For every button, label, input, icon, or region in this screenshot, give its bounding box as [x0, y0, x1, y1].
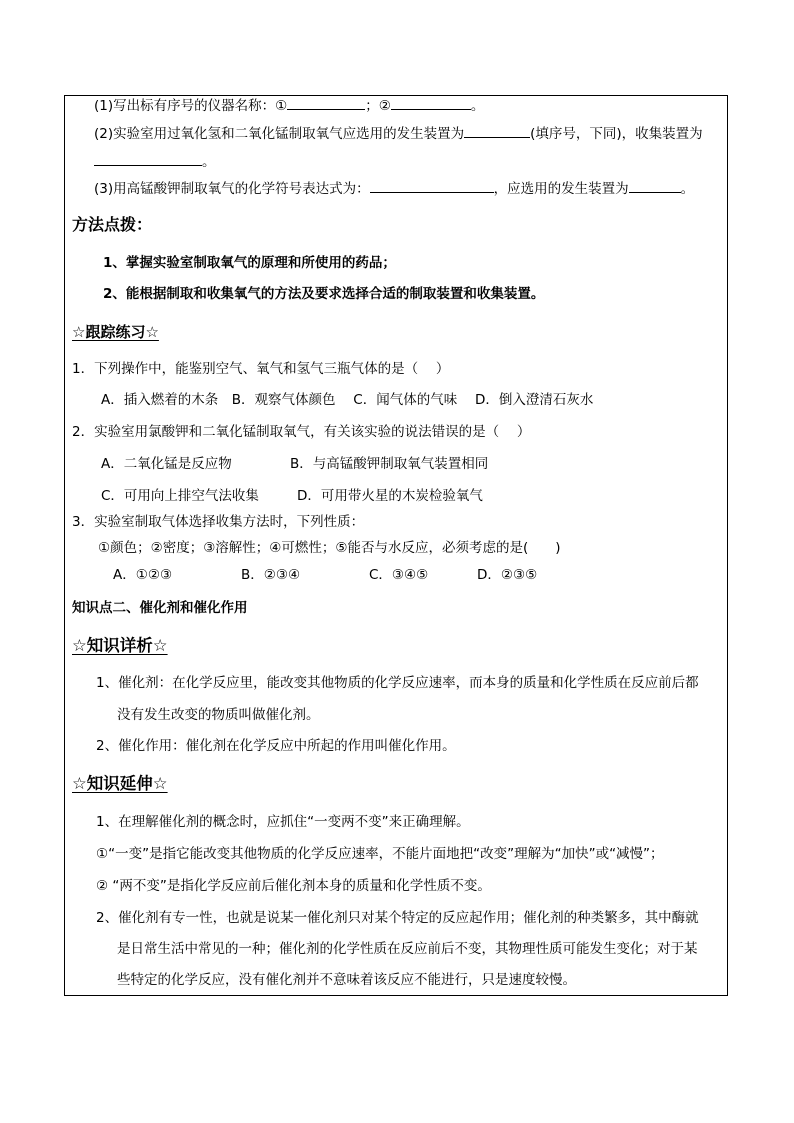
- detail-p1-line-2: 没有发生改变的物质叫做催化剂。: [117, 707, 320, 723]
- question-2-line-1: (2)实验室用过氧化氢和二氧化锰制取氧气应选用的发生装置为 (填序号，下同)，收集装置为: [94, 123, 703, 143]
- extend-p1: 1、在理解催化剂的概念时，应抓住“一变两不变”来正确理解。: [96, 814, 470, 830]
- method-point-2: 2、能根据制取和收集氧气的方法及要求选择合适的制取装置和收集装置。: [103, 286, 545, 302]
- practice-q3-option-b: B．②③④: [241, 567, 301, 583]
- practice-q2-option-a: A．二氧化锰是反应物: [101, 456, 232, 472]
- practice-q2-option-c: C．可用向上排空气法收集: [101, 488, 259, 504]
- extend-p2-line-1: 2、催化剂有专一性，也就是说某一催化剂只对某个特定的反应起作用；催化剂的种类繁多，其中酶就: [96, 910, 699, 926]
- blank-5: [370, 178, 494, 193]
- blank-2: [391, 95, 471, 110]
- detail-title: ☆知识详析☆: [72, 636, 168, 655]
- method-title: 方法点拨：: [72, 215, 153, 234]
- extend-p2-line-3: 些特定的化学反应，没有催化剂并不意味着该反应不能进行，只是速度较慢。: [117, 972, 576, 988]
- practice-q2: 2．实验室用氯酸钾和二氧化锰制取氧气，有关该实验的说法错误的是（ ）: [72, 424, 531, 440]
- blank-6: [629, 178, 681, 193]
- practice-q3-option-c: C．③④⑤: [369, 567, 429, 583]
- practice-title: ☆跟踪练习☆: [72, 323, 159, 341]
- question-1-line: (1)写出标有序号的仪器名称：① ；② 。: [94, 95, 484, 115]
- practice-q2-option-d: D．可用带火星的木炭检验氧气: [297, 488, 483, 504]
- blank-4: [94, 151, 202, 166]
- practice-q3-properties: ①颜色；②密度；③溶解性；④可燃性；⑤能否与水反应，必须考虑的是( ): [98, 540, 561, 556]
- practice-q3-option-a: A．①②③: [113, 567, 173, 583]
- detail-p1-line-1: 1、催化剂：在化学反应里，能改变其他物质的化学反应速率，而本身的质量和化学性质在反应前后都: [96, 675, 699, 691]
- knowledge-point-2-title: 知识点二、催化剂和催化作用: [72, 600, 248, 616]
- blank-3: [464, 123, 530, 138]
- question-3-line: (3)用高锰酸钾制取氧气的化学符号表达式为： ，应选用的发生装置为 。: [94, 178, 694, 198]
- extend-p1b: ② “两不变”是指化学反应前后催化剂本身的质量和化学性质不变。: [96, 878, 491, 894]
- extend-title: ☆知识延伸☆: [72, 774, 168, 793]
- method-point-1: 1、掌握实验室制取氧气的原理和所使用的药品；: [103, 255, 396, 271]
- extend-p1a: ①“一变”是指它能改变其他物质的化学反应速率，不能片面地把“改变”理解为“加快”或“减慢”；: [96, 846, 664, 862]
- practice-q1-options: A．插入燃着的木条 B．观察气体颜色 C．闻气体的气味 D．倒入澄清石灰水: [101, 392, 594, 408]
- question-2-line-2: 。: [94, 151, 216, 171]
- practice-q2-option-b: B．与高锰酸钾制取氧气装置相同: [290, 456, 489, 472]
- detail-p2: 2、催化作用：催化剂在化学反应中所起的作用叫催化作用。: [96, 738, 456, 754]
- extend-p2-line-2: 是日常生活中常见的一种；催化剂的化学性质在反应前后不变，其物理性质可能发生变化；对于某: [117, 941, 698, 957]
- blank-1: [287, 95, 365, 110]
- practice-q1: 1．下列操作中，能鉴别空气、氧气和氢气三瓶气体的是（ ）: [72, 361, 450, 377]
- practice-q3-option-d: D．②③⑤: [477, 567, 538, 583]
- practice-q3: 3．实验室制取气体选择收集方法时，下列性质：: [72, 514, 365, 530]
